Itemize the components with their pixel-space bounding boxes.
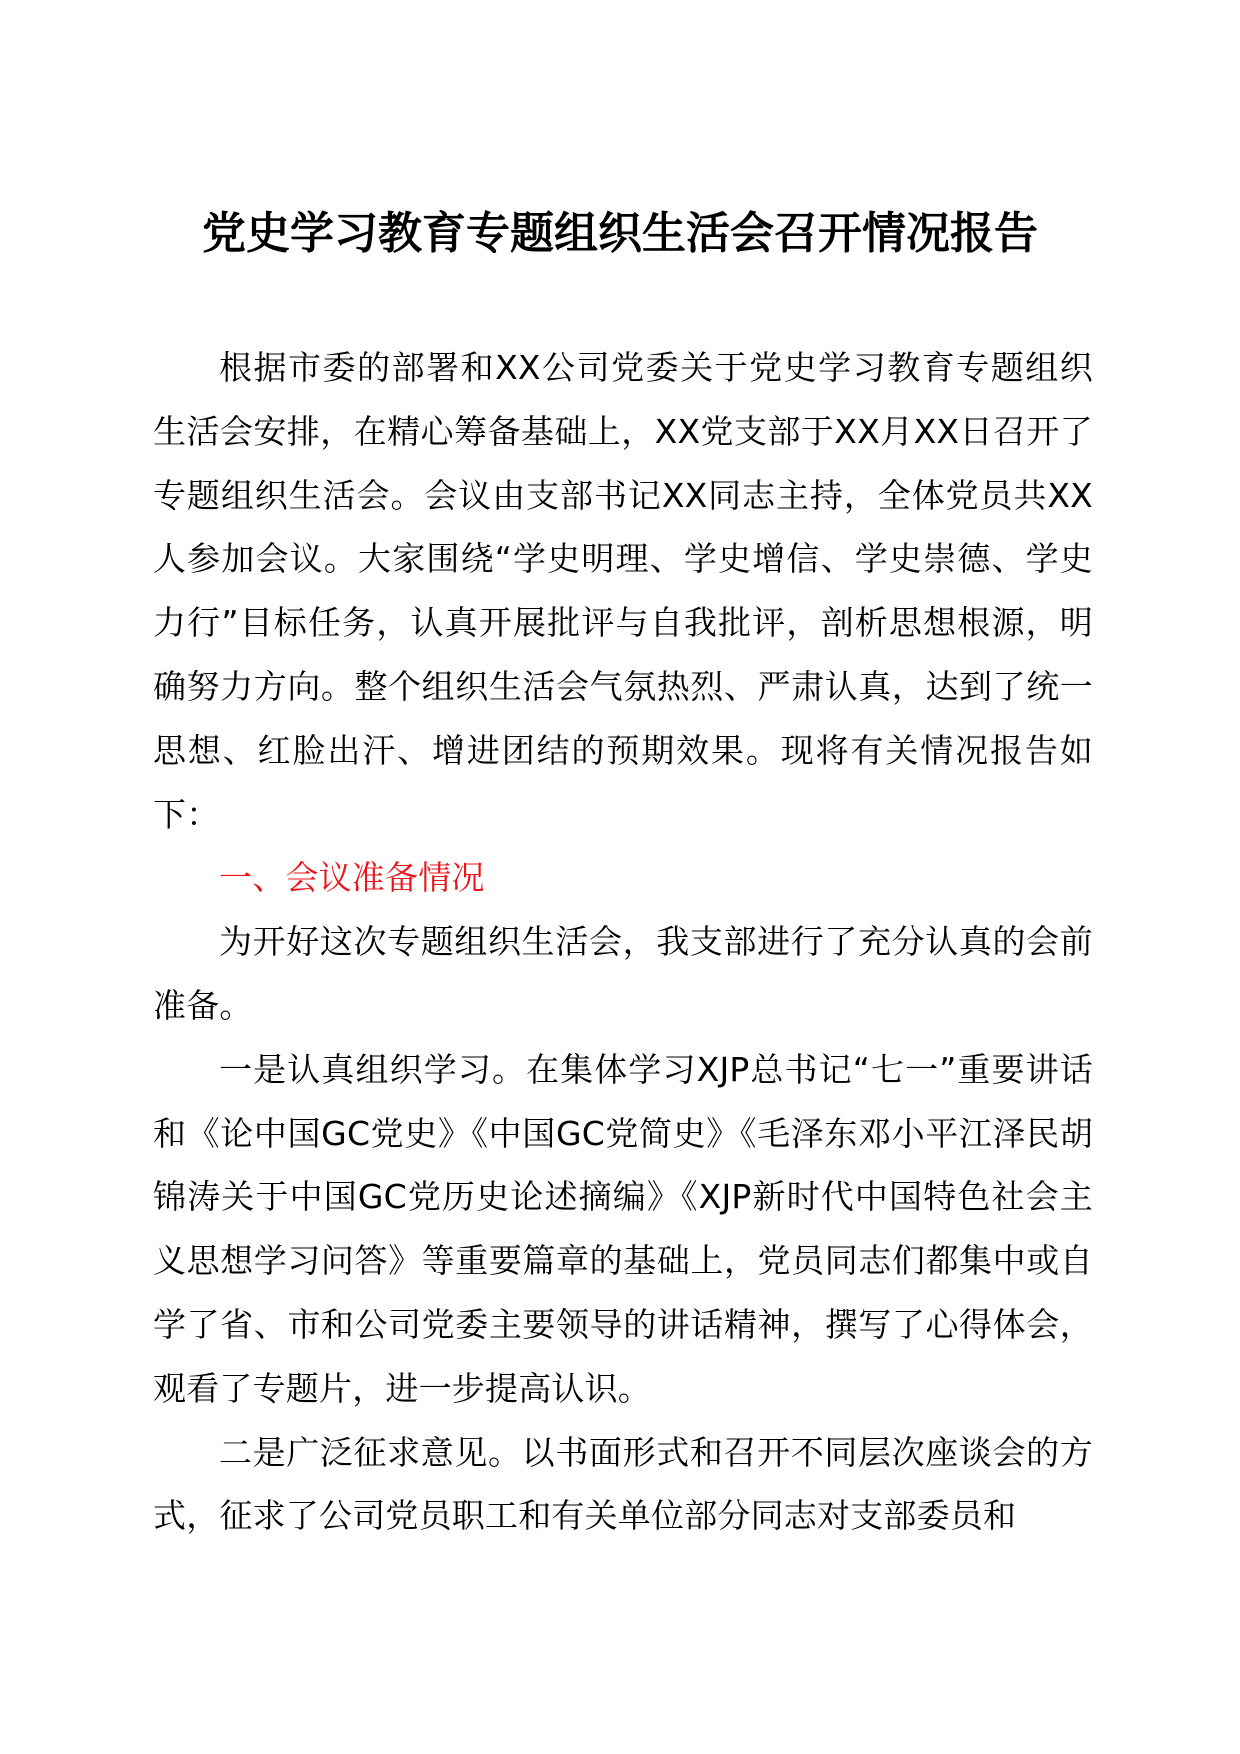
section-heading-meeting-preparation: 一、会议准备情况 — [219, 858, 485, 898]
paragraph-intro: 根据市委的部署和XX公司党委关于党史学习教育专题组织生活会安排，在精心筹备基础上，XX党支部于XX月XX日召开了专题组织生活会。会议由支部书记XX同志主持，全体党员共XX人参加会议。大家围绕“学史明理、学史增信、学史崇德、学史力行”目标任务，认真开展批评与自我批评，剖析思想根源，明确努力方向。整个组织生活会气氛热烈、严肃认真，达到了统一思想、红脸出汗、增进团结的预期效果。现将有关情况报告如下： — [153, 348, 1093, 834]
paragraph-solicit-opinions: 二是广泛征求意见。以书面形式和召开不同层次座谈会的方式，征求了公司党员职工和有关单位部分同志对支部委员和 — [153, 1432, 1093, 1536]
paragraph-preparation-summary: 为开好这次专题组织生活会，我支部进行了充分认真的会前准备。 — [153, 922, 1093, 1025]
document-title: 党史学习教育专题组织生活会召开情况报告 — [202, 208, 1038, 259]
document-body — [153, 336, 1093, 1548]
paragraph-organize-study: 一是认真组织学习。在集体学习XJP总书记“七一”重要讲话和《论中国GC党史》《中国GC党简史》《毛泽东邓小平江泽民胡锦涛关于中国GC党历史论述摘编》《XJP新时代中国特色社会主义思想学习问答》等重要篇章的基础上，党员同志们都集中或自学了省、市和公司党委主要领导的讲话精神，撰写了心得体会，观看了专题片，进一步提高认识。 — [153, 1049, 1093, 1408]
